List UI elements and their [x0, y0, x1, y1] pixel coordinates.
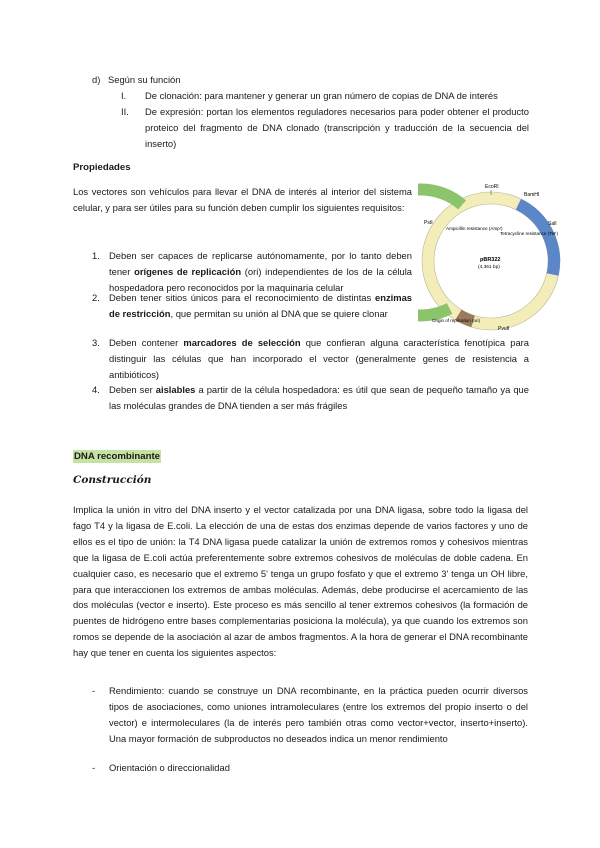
list-item-marker: 1. — [92, 250, 100, 261]
pvuii-label: PvuII — [498, 326, 510, 332]
requisito-2: Deben tener sitios únicos para el reconocimiento de distintas enzimas de restricción, que permitan su unión al DNA que se quiere clonar — [109, 292, 412, 319]
ecori-label: EcoRI — [485, 184, 499, 190]
bamhi-label: BamHI — [524, 192, 540, 198]
section-heading-dna-recombinante: DNA recombinante — [74, 451, 161, 462]
pbr322-plasmid-diagram — [418, 178, 563, 338]
list-item-clonacion: De clonación: para mantener y generar un gran número de copias de DNA de interés — [145, 90, 498, 101]
list-item-expresion: De expresión: portan los elementos reguladores necesarios para poder obtener el producto proteico del fragmento de DNA clonado (transcripción y traducción de la secuencia del inserto) — [145, 106, 529, 149]
plasmid-size: (4,361 bp) — [478, 265, 500, 270]
bullet-orientacion: Orientación o direccionalidad — [109, 762, 230, 773]
list-item-marker: - — [92, 762, 96, 773]
section-heading-propiedades: Propiedades — [73, 162, 131, 173]
psti-label: PstI — [424, 220, 433, 226]
requisito-4: Deben ser aislables a partir de la célula hospedadora: es útil que sean de pequeño tamaño ya que las moléculas grandes de DNA tienden a ser más frágiles — [109, 384, 529, 411]
tetracycline-resistance-gene — [518, 204, 554, 274]
list-item-marker: 3. — [92, 337, 100, 348]
requisito-1: Deben ser capaces de replicarse autónomamente, por lo tanto deben tener orígenes de replicación (ori) independientes de los de la célula hospedadora pero reconocidos por la maquinaria celular — [109, 250, 412, 293]
list-item-marker: 4. — [92, 384, 100, 395]
plasmid-name: pBR322 — [480, 257, 501, 263]
section-d-marker: d) — [92, 74, 101, 85]
amp-label: Ampicillin resistance (Ampʳ) — [446, 226, 503, 231]
subsection-heading-construccion: Construcción — [73, 474, 152, 486]
propiedades-intro: Los vectores son vehículos para llevar el DNA de interés al interior del sistema celular, y para ser útiles para su función deben cumplir los siguientes requisitos: — [73, 186, 412, 213]
construccion-paragraph: Implica la unión in vitro del DNA inserto y el vector catalizada por una DNA ligasa, sobre todo la ligasa del fago T4 y la ligasa de E.coli. La elección de una de estas dos enzimas depende de varios factores y uno de ellos es el tipo de unión: la T4 DNA ligasa puede catalizar la unión de extremos romos y cohesivos mientras que la ligasa de E.coli actúa preferentemente sobre extremos cohesivos de moléculas de doble cadena. En cualquier caso, es necesario que el extremo 5' tenga un grupo fosfato y que el extremo 3' tenga un OH libre, para que interaccionen los extremos de ambas moléculas. Además, debe producirse el acercamiento de las dos moléculas (vector e inserto). Este proceso es más sencillo al tener extremos cohesivos (la formación de puentes de hidrógeno entre bases complementarias posiciona la molécula), ya que cuando los extremos son romos se depende de la asociación al azar de ambos fragmentos. A la hora de generar el DNA recombinante hay que tener en cuenta los siguientes aspectos: — [73, 504, 528, 659]
list-item-marker: - — [92, 685, 96, 696]
tet-label: Tetracycline resistance (Tetʳ) — [500, 231, 559, 236]
requisito-3: Deben contener marcadores de selección que confieran alguna característica fenotípica para distinguir las células que han incorporado el vector (generalmente genes de resistencia a antibióticos) — [109, 337, 529, 380]
bullet-rendimiento: Rendimiento: cuando se construye un DNA recombinante, en la práctica pueden ocurrir diversos tipos de asociaciones, como uniones intramoleculares (entre los extremos del propio inserto o del vector) e intermoleculares (la de interés pero también otras como vector+vector, inserto+inserto). Una mayor formación de subproductos no deseados indica un menor rendimiento — [109, 685, 528, 744]
list-item-marker: I. — [121, 90, 127, 101]
sali-label: SalI — [548, 221, 557, 227]
list-item-marker: II. — [121, 106, 129, 117]
section-d-title: Según su función — [108, 74, 181, 85]
list-item-marker: 2. — [92, 292, 100, 303]
ori-label: Origin of replication (ori) — [432, 318, 481, 323]
